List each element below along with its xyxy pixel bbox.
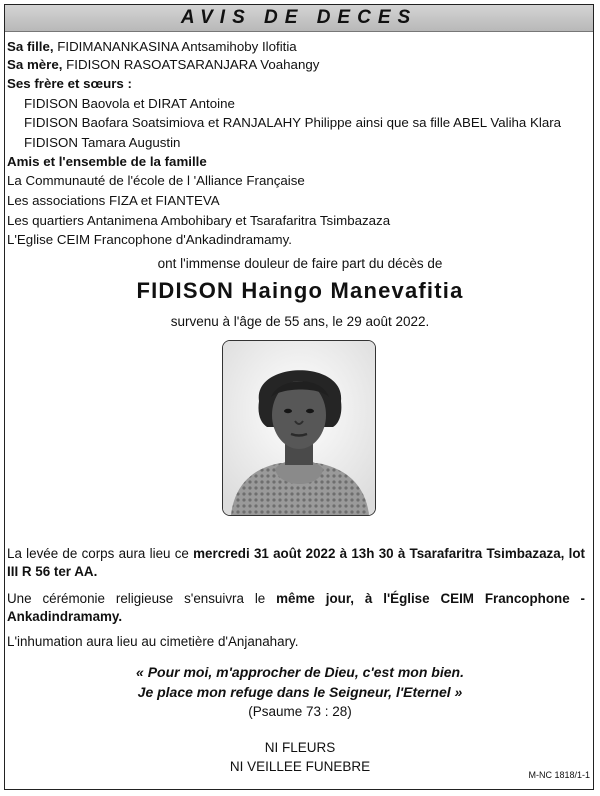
- no-flowers: NI FLEURS: [264, 740, 336, 755]
- friend-item: L'Eglise CEIM Francophone d'Ankadindramamy.: [7, 232, 292, 247]
- reference-code: M-NC 1818/1-1: [528, 770, 590, 780]
- levee-details: mercredi 31 août 2022 à 13h 30 à Tsarafaritra Tsimbazaza, lot III R 56 ter AA.: [7, 546, 585, 579]
- daughter-name: FIDIMANANKASINA Antsamihoby Ilofitia: [57, 39, 297, 54]
- burial-paragraph: L'inhumation aura lieu au cimetière d'Anjanahary.: [7, 634, 299, 649]
- siblings-heading: Ses frère et sœurs :: [7, 76, 132, 91]
- quote-reference: (Psaume 73 : 28): [248, 704, 352, 719]
- daughter-label: Sa fille,: [7, 39, 54, 54]
- daughter-line: [7, 38, 297, 56]
- sibling-item: FIDISON Tamara Augustin: [24, 135, 181, 150]
- religious-details: même jour, à l'Église CEIM Francophone - Ankadindramamy.: [7, 591, 585, 624]
- friend-item: Les associations FIZA et FIANTEVA: [7, 193, 220, 208]
- sibling-item: FIDISON Baofara Soatsimiova et RANJALAHY Philippe ainsi que sa fille ABEL Valiha Klara: [24, 115, 562, 130]
- age-date: survenu à l'âge de 55 ans, le 29 août 2022.: [170, 314, 430, 329]
- friend-item: La Communauté de l'école de l 'Alliance Française: [7, 173, 305, 188]
- religious-text: Une cérémonie religieuse s'ensuivra le: [7, 591, 277, 606]
- religious-paragraph: [7, 590, 585, 626]
- mother-label: Sa mère,: [7, 57, 63, 72]
- friend-item: Les quartiers Antanimena Ambohibary et Tsarafaritra Tsimbazaza: [7, 213, 391, 228]
- mother-line: [7, 56, 319, 74]
- deceased-name: FIDISON Haingo Manevafitia: [136, 278, 464, 303]
- deceased-portrait: [222, 340, 376, 516]
- no-vigil: NI VEILLEE FUNEBRE: [229, 759, 371, 774]
- notice-title: AVIS DE DECES: [180, 7, 418, 28]
- levee-text: La levée de corps aura lieu ce: [7, 546, 194, 561]
- announcement-intro: ont l'immense douleur de faire part du décès de: [157, 256, 443, 271]
- mother-name: FIDISON RASOATSARANJARA Voahangy: [66, 57, 320, 72]
- friends-heading: Amis et l'ensemble de la famille: [7, 154, 207, 169]
- notice-header: [5, 5, 593, 32]
- sibling-item: FIDISON Baovola et DIRAT Antoine: [24, 96, 235, 111]
- levee-paragraph: [7, 545, 585, 581]
- quote-line-2: Je place mon refuge dans le Seigneur, l'Eternel »: [137, 684, 463, 700]
- quote-line-1: « Pour moi, m'approcher de Dieu, c'est mon bien.: [136, 664, 464, 680]
- portrait-illustration: [223, 341, 375, 515]
